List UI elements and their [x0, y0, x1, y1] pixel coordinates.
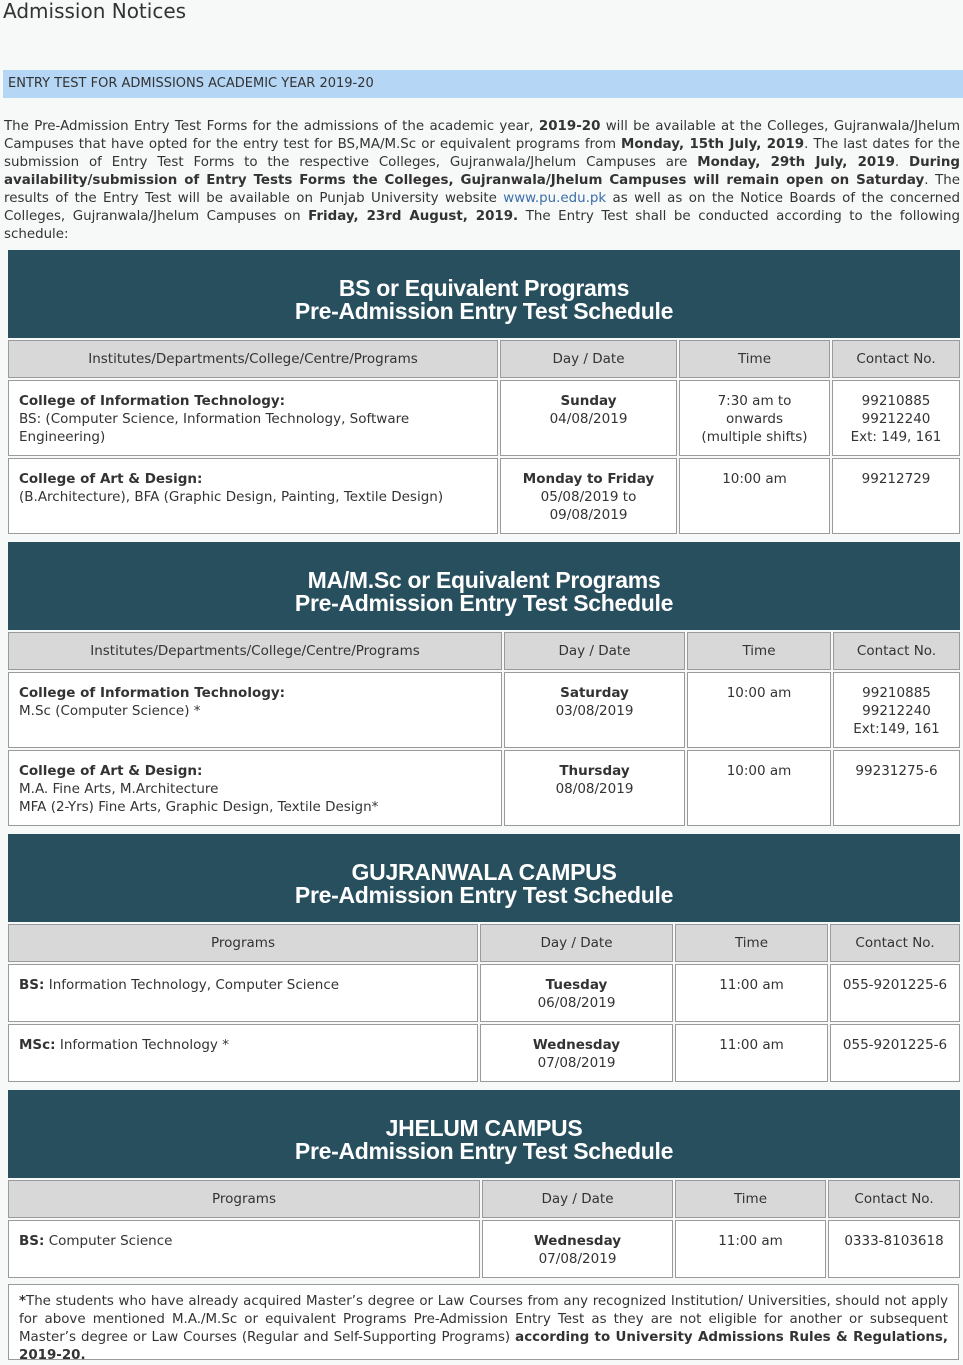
- table-row: [8, 1220, 960, 1278]
- contact-cell: [833, 750, 960, 826]
- program-cell: [8, 1024, 478, 1082]
- test-date: 09/08/2019: [549, 507, 628, 523]
- contact-number: 0333-8103618: [844, 1233, 944, 1249]
- time-cell: [675, 964, 828, 1022]
- intro-text: will be available at the Colleges, Gujranwala/Jhelum Campuses that have opted for the entry test for BS,MA/M.Sc or equivalent programs from: [4, 119, 960, 152]
- program-list: BS: (Computer Science, Information Technology, Software Engineering): [19, 411, 410, 445]
- test-time: 10:00 am: [726, 763, 792, 779]
- contact-number: Ext: 149, 161: [850, 429, 942, 445]
- test-date: 08/08/2019: [555, 781, 634, 797]
- section-title: GUJRANWALA CAMPUS: [351, 858, 617, 885]
- program-college: College of Information Technology:: [19, 393, 286, 409]
- intro-start-date: Monday, 15th July, 2019: [621, 137, 805, 152]
- footnote-text: The students who have already acquired Master’s degree or Law Courses from any recognized Institution/ Universities, should not apply for above mentioned M.A./M.Sc or equivalent Programs Pre-Admission Entry Test as they are not eligible for another or subsequent Master’s degree or Law Courses (Regular and Self-Supporting Programs): [19, 1294, 948, 1345]
- date-cell: [504, 672, 685, 748]
- gujranwala-schedule-table: [6, 832, 962, 1084]
- ma-msc-schedule-table: [6, 540, 962, 828]
- intro-text: The Pre-Admission Entry Test Forms for the admissions of the academic year,: [4, 119, 539, 134]
- col-header-contact: Contact No.: [828, 1180, 960, 1218]
- test-time: (multiple shifts): [701, 429, 808, 445]
- col-header-date: Day / Date: [480, 924, 673, 962]
- col-header-contact: Contact No.: [832, 340, 960, 378]
- col-header-time: Time: [675, 924, 828, 962]
- col-header-programs: Institutes/Departments/College/Centre/Programs: [8, 340, 498, 378]
- contact-number: 99212240: [862, 703, 931, 719]
- program-list: Information Technology *: [55, 1037, 229, 1053]
- test-day: Saturday: [560, 685, 629, 701]
- program-list: M.Sc (Computer Science) *: [19, 703, 201, 719]
- notice-heading: ENTRY TEST FOR ADMISSIONS ACADEMIC YEAR 2019-20: [3, 70, 963, 98]
- section-subtitle: Pre-Admission Entry Test Schedule: [294, 297, 674, 324]
- test-date: 07/08/2019: [538, 1251, 617, 1267]
- col-header-time: Time: [679, 340, 830, 378]
- section-header: [8, 1090, 960, 1178]
- contact-number: Ext:149, 161: [853, 721, 940, 737]
- program-list: M.A. Fine Arts, M.Architecture: [19, 781, 219, 797]
- page-title: Admission Notices: [3, 0, 187, 23]
- date-cell: [504, 750, 685, 826]
- intro-text: as well as on the Notice Boards of the concerned Colleges, Gujranwala/Jhelum Campuses on: [4, 191, 960, 224]
- test-day: Thursday: [559, 763, 630, 779]
- intro-text: . The last dates for the submission of Entry Test Forms to the respective Colleges, Gujranwala/Jhelum Campuses are: [4, 137, 961, 170]
- program-cell: [8, 964, 478, 1022]
- program-level: BS:: [19, 977, 45, 993]
- col-header-programs: Programs: [8, 1180, 480, 1218]
- section-header: [8, 542, 960, 630]
- intro-text: The Entry Test shall be conducted according to the following schedule:: [4, 209, 960, 242]
- contact-cell: [830, 964, 960, 1022]
- footnote-star: *: [19, 1294, 27, 1309]
- contact-number: 055-9201225-6: [842, 1037, 948, 1053]
- program-college: College of Art & Design:: [19, 763, 203, 779]
- section-title: MA/M.Sc or Equivalent Programs: [307, 566, 661, 593]
- time-cell: [679, 380, 830, 456]
- time-cell: [687, 672, 831, 748]
- test-date: 06/08/2019: [537, 995, 616, 1011]
- section-subtitle: Pre-Admission Entry Test Schedule: [294, 589, 674, 616]
- program-list: MFA (2-Yrs) Fine Arts, Graphic Design, Textile Design*: [19, 799, 379, 815]
- col-header-date: Day / Date: [500, 340, 677, 378]
- intro-text: . The results of the Entry Test will be available on Punjab University website: [4, 173, 960, 206]
- section-header: [8, 834, 960, 922]
- section-header: [8, 250, 960, 338]
- program-list: Information Technology, Computer Science: [44, 977, 340, 993]
- contact-number: 99212240: [861, 411, 931, 427]
- date-cell: [480, 964, 673, 1022]
- table-row: [8, 380, 960, 456]
- program-level: BS:: [19, 1233, 45, 1249]
- intro-text: .: [894, 155, 910, 170]
- date-cell: [500, 380, 677, 456]
- table-row: [8, 750, 960, 826]
- contact-number: 99231275-6: [855, 763, 938, 779]
- col-header-contact: Contact No.: [830, 924, 960, 962]
- test-date: 05/08/2019 to: [540, 489, 637, 505]
- program-cell: [8, 672, 502, 748]
- section-subtitle: Pre-Admission Entry Test Schedule: [294, 1137, 674, 1164]
- test-day: Tuesday: [545, 977, 608, 993]
- time-cell: [687, 750, 831, 826]
- program-college: College of Information Technology:: [19, 685, 286, 701]
- test-date: 03/08/2019: [555, 703, 634, 719]
- contact-number: 99212729: [861, 471, 931, 487]
- col-header-contact: Contact No.: [833, 632, 960, 670]
- table-row: [8, 672, 960, 748]
- section-subtitle: Pre-Admission Entry Test Schedule: [294, 881, 674, 908]
- date-cell: [480, 1024, 673, 1082]
- section-title: BS or Equivalent Programs: [338, 274, 630, 301]
- website-link[interactable]: www.pu.edu.pk: [503, 191, 607, 206]
- section-title: JHELUM CAMPUS: [385, 1114, 583, 1141]
- footnote-rules: according to University Admissions Rules & Regulations, 2019-20.: [19, 1330, 948, 1363]
- col-header-date: Day / Date: [504, 632, 685, 670]
- intro-paragraph: [4, 118, 960, 244]
- test-time: 10:00 am: [722, 471, 787, 487]
- test-day: Wednesday: [533, 1233, 622, 1249]
- program-college: College of Art & Design:: [19, 471, 203, 487]
- program-level: MSc:: [19, 1037, 56, 1053]
- col-header-date: Day / Date: [482, 1180, 673, 1218]
- table-row: [8, 964, 960, 1022]
- contact-cell: [830, 1024, 960, 1082]
- test-time: onwards: [725, 411, 784, 427]
- intro-last-date: Monday, 29th July, 2019: [697, 155, 895, 170]
- contact-number: 99210885: [861, 393, 931, 409]
- intro-saturday-note: During availability/submission of Entry Tests Forms the Colleges, Gujranwala/Jhelum Campuses will remain open on Saturday: [4, 155, 960, 188]
- date-cell: [482, 1220, 673, 1278]
- col-header-time: Time: [675, 1180, 826, 1218]
- bs-schedule-table: [6, 248, 962, 536]
- program-cell: [8, 750, 502, 826]
- test-day: Sunday: [560, 393, 617, 409]
- test-time: 7:30 am to: [717, 393, 792, 409]
- col-header-programs: Programs: [8, 924, 478, 962]
- time-cell: [675, 1024, 828, 1082]
- test-time: 10:00 am: [726, 685, 792, 701]
- test-day: Wednesday: [532, 1037, 621, 1053]
- test-date: 04/08/2019: [549, 411, 628, 427]
- program-cell: [8, 458, 498, 534]
- program-list: Computer Science: [44, 1233, 173, 1249]
- date-cell: [500, 458, 677, 534]
- contact-cell: [833, 672, 960, 748]
- col-header-time: Time: [687, 632, 831, 670]
- program-cell: [8, 1220, 480, 1278]
- time-cell: [679, 458, 830, 534]
- contact-cell: [832, 380, 960, 456]
- time-cell: [675, 1220, 826, 1278]
- table-row: [8, 458, 960, 534]
- contact-number: 99210885: [862, 685, 931, 701]
- table-row: [8, 1024, 960, 1082]
- intro-result-date: Friday, 23rd August, 2019.: [308, 209, 519, 224]
- test-time: 11:00 am: [719, 1037, 784, 1053]
- contact-cell: [828, 1220, 960, 1278]
- contact-cell: [832, 458, 960, 534]
- program-list: (B.Architecture), BFA (Graphic Design, Painting, Textile Design): [19, 489, 444, 505]
- test-time: 11:00 am: [718, 1233, 783, 1249]
- intro-year: 2019-20: [538, 119, 601, 134]
- test-day: Monday to Friday: [522, 471, 655, 487]
- contact-number: 055-9201225-6: [842, 977, 948, 993]
- test-date: 07/08/2019: [537, 1055, 616, 1071]
- jhelum-schedule-table: [6, 1088, 962, 1280]
- test-time: 11:00 am: [719, 977, 784, 993]
- col-header-programs: Institutes/Departments/College/Centre/Programs: [8, 632, 502, 670]
- footnote: [8, 1284, 959, 1363]
- program-cell: [8, 380, 498, 456]
